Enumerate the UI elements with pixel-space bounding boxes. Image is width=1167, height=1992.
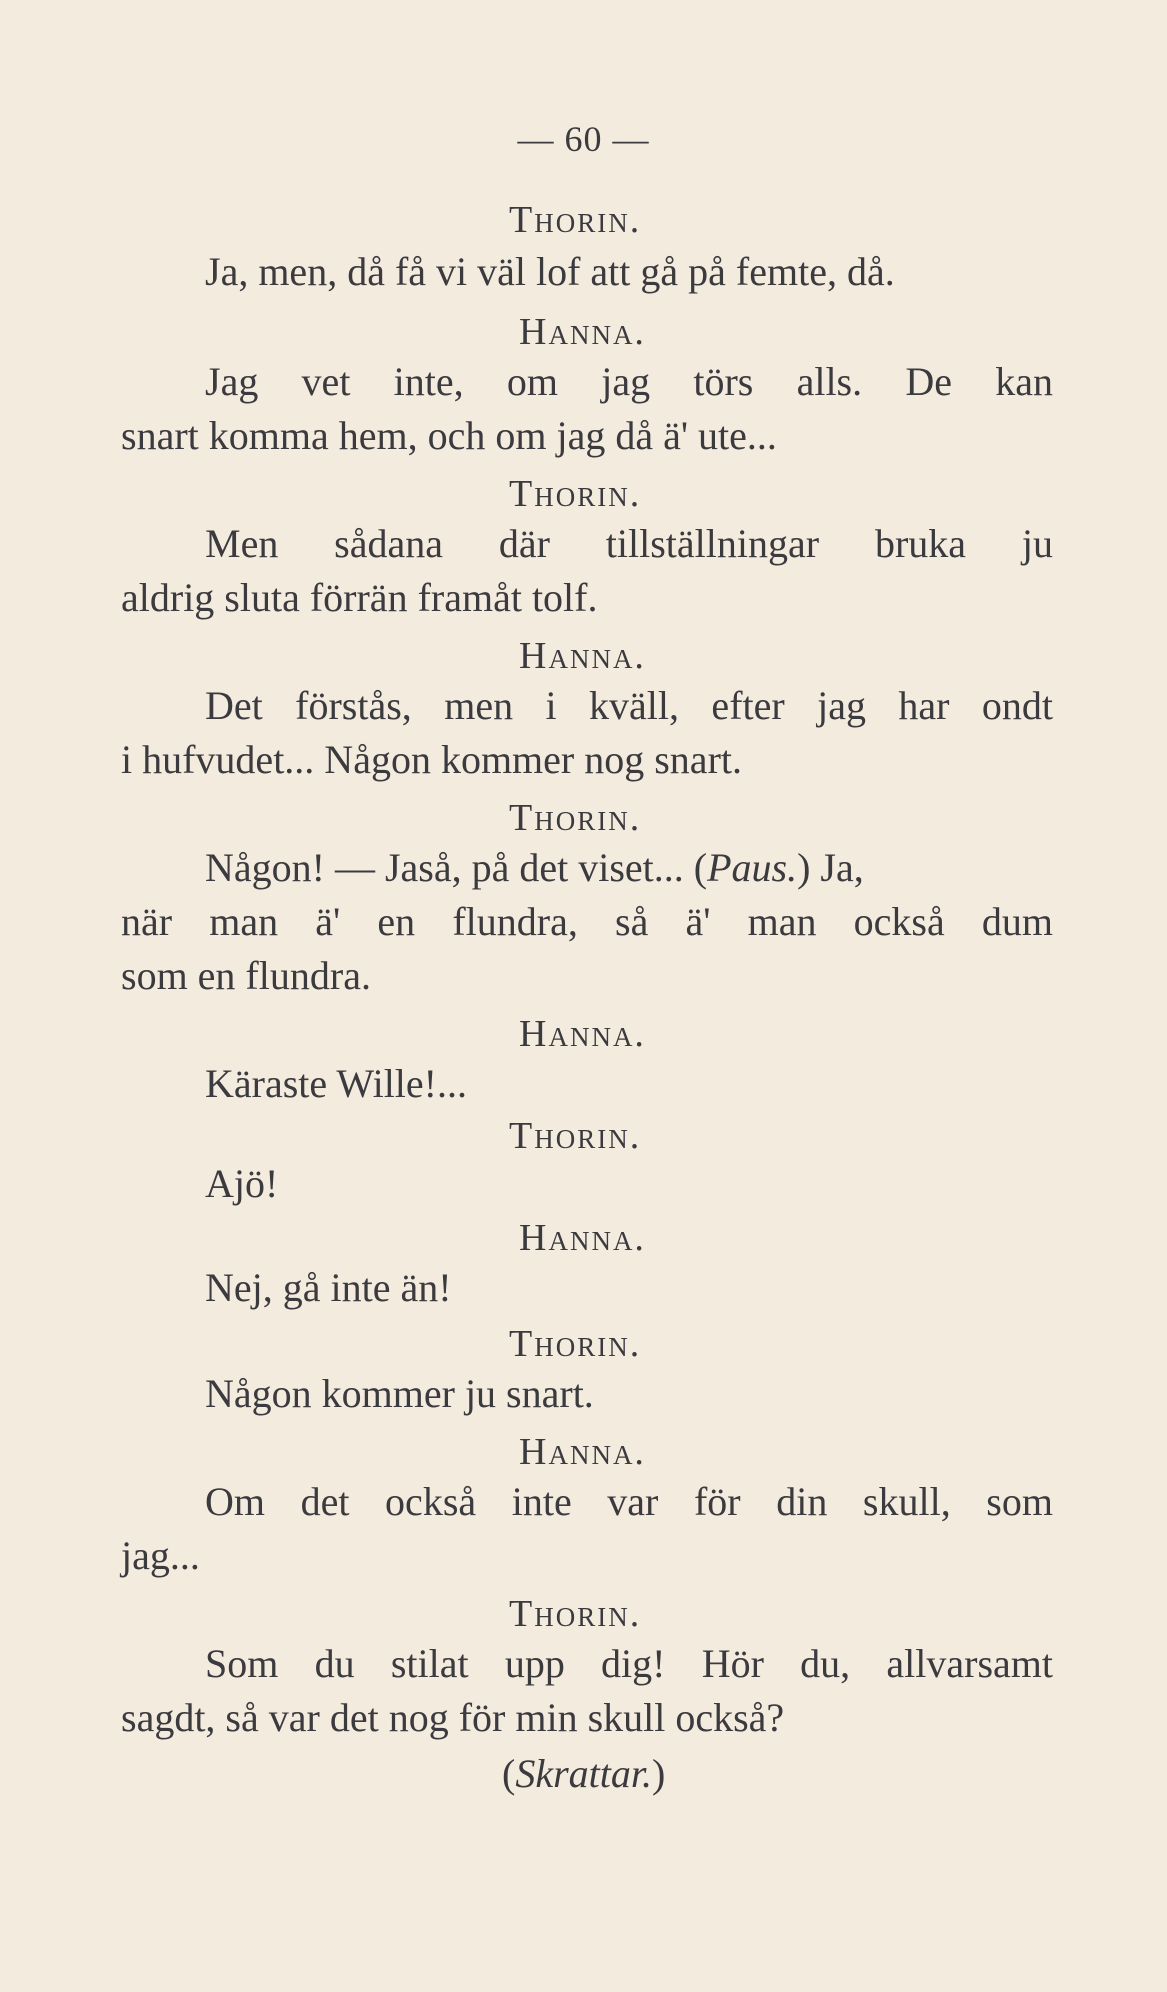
dialogue-line: Käraste Wille!... [205,1061,467,1106]
dialogue-text: ) Ja, [797,845,864,890]
dialogue-line: Ajö! [205,1161,279,1206]
dialogue-line: Nej, gå inte än! [205,1265,452,1310]
dialogue-line: aldrig sluta förrän framåt tolf. [121,575,598,620]
speaker-name: Hanna. [519,635,646,677]
dialogue-line: snart komma hem, och om jag då ä' ute... [121,413,777,458]
speaker-name: Thorin. [509,797,642,839]
speaker-name: Thorin. [509,473,642,515]
speaker-name: Thorin. [509,199,642,241]
dialogue-line: Som du stilat upp dig! Hör du, allvarsamt [205,1641,1053,1686]
speaker-name: Hanna. [519,1431,646,1473]
stage-direction-line [502,1750,665,1798]
dialogue-line: Om det också inte var för din skull, som [205,1479,1053,1524]
page-number: — 60 — [517,119,650,159]
dialogue-line: Men sådana där tillställningar bruka ju [205,521,1053,566]
stage-direction: Paus. [707,845,798,890]
speaker-name: Hanna. [519,1013,646,1055]
stage-paren: ) [652,1751,666,1796]
dialogue-line: sagdt, så var det nog för min skull också? [121,1695,785,1740]
dialogue-line: Det förstås, men i kväll, efter jag har ondt [205,683,1053,728]
dialogue-line: i hufvudet... Någon kommer nog snart. [121,737,742,782]
speaker-name: Hanna. [519,311,646,353]
speaker-name: Hanna. [519,1217,646,1259]
speaker-name: Thorin. [509,1593,642,1635]
stage-direction: Skrattar. [515,1751,653,1796]
dialogue-line: som en flundra. [121,953,371,998]
dialogue-line: Någon kommer ju snart. [205,1371,594,1416]
dialogue-line: när man ä' en flundra, så ä' man också dum [121,899,1053,944]
speaker-name: Thorin. [509,1323,642,1365]
stage-paren: ( [502,1751,516,1796]
dialogue-line: jag... [121,1533,200,1578]
speaker-name: Thorin. [509,1115,642,1157]
dialogue-line: Jag vet inte, om jag törs alls. De kan [205,359,1053,404]
dialogue-text: Någon! — Jaså, på det viset... ( [205,845,708,890]
dialogue-line: Ja, men, då få vi väl lof att gå på femte, då. [205,249,895,294]
dialogue-line [205,844,864,892]
